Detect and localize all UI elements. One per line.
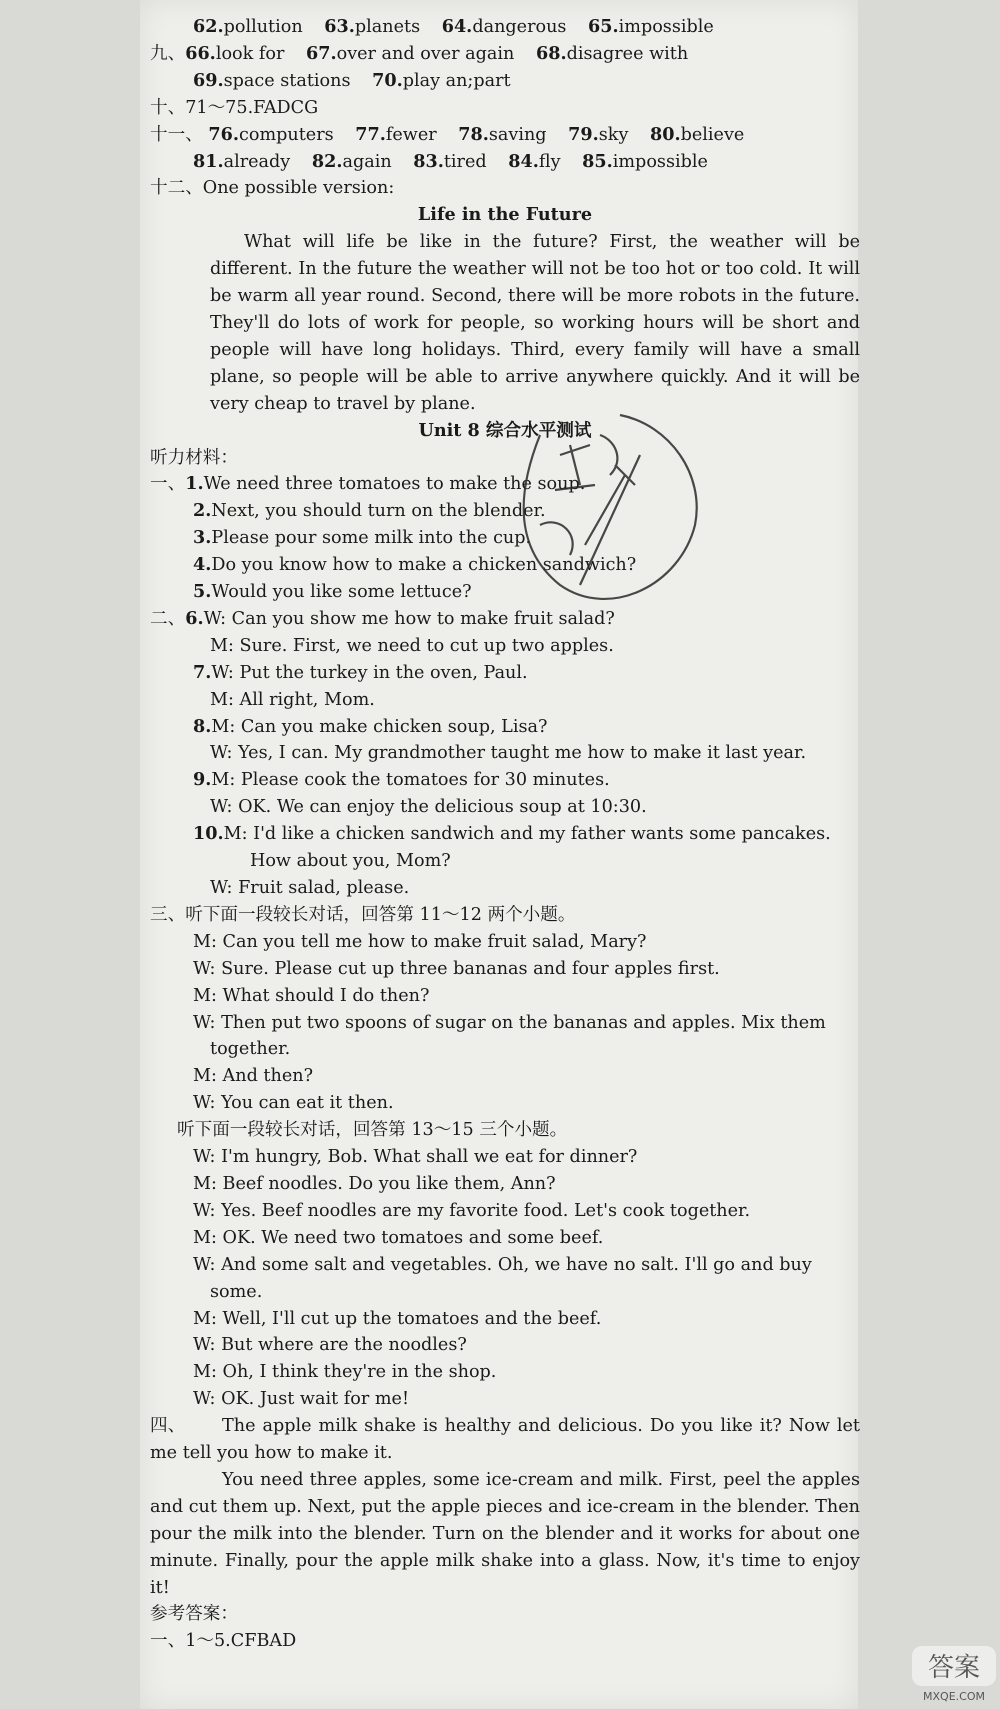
listening-header: 听力材料：	[150, 447, 238, 468]
svg-text:答案: 答案	[927, 1653, 981, 1683]
unit-title: Unit 8 综合水平测试	[418, 419, 592, 441]
answers-line: 一、1～5.CFBAD	[150, 1631, 297, 1652]
part-2: 二、6.W: Can you show me how to make fruit salad? M: Sure. First, we need to cut up two apples. 7.W: Put the turkey in the oven, Paul. M: All right, Mom. 8.M: Can you make chicken soup, Lisa? W: Yes, I can. My grandmother taught me how to make it last year. 9.M: Please cook the tomatoes for 30 minutes. W: OK. We can enjoy the delicious soup at 10:30. 10.M: I'd like a chicken sandwich and my father wants some pancakes. How about you, Mom? W: Fruit salad, please.	[150, 607, 831, 898]
section-10: 十、71～75.FADCG	[150, 97, 319, 118]
part-4: 四、 The apple milk shake is healthy and delicious. Do you like it? Now let me tell you how to make it. You need three apples, some ice-cream and milk. First, peel the apples and cut them up. Next, put the apple pieces and ice-cream in the blender. Then pour the milk into the blender. Turn on the blender and it works for about one minute. Finally, pour the apple milk shake into a glass. Now, it's time to enjoy it!	[150, 1416, 860, 1598]
svg-text:MXQE.COM: MXQE.COM	[923, 1690, 985, 1703]
essay-title: Life in the Future	[417, 204, 593, 226]
essay-body: What will life be like in the future? First, the weather will be different. In the future the weather will not be too hot or too cold. It will be warm all year round. Second, there will be more robots in the future. They'll do lots of work for people, so working hours will be short and people will have long holidays. Third, every family will have a small plane, so people will be able to arrive anywhere quickly. And it will be very cheap to travel by plane.	[210, 232, 860, 414]
answer-document	[150, 14, 860, 1655]
section-8-line: 62.pollution 63.planets 64.dangerous 65.impossible	[193, 16, 714, 37]
section-9-line-1: 九、66.look for 67.over and over again 68.disagree with	[150, 42, 689, 64]
section-11-line-2: 81.already 82.again 83.tired 84.fly 85.impossible	[193, 150, 708, 172]
answers-header: 参考答案：	[150, 1604, 238, 1625]
section-9-line-2: 69.space stations 70.play an;part	[193, 69, 511, 91]
section-11-line-1: 十一、 76.computers 77.fewer 78.saving 79.sky 80.believe	[150, 123, 745, 145]
site-logo	[910, 1640, 998, 1706]
part-3: 三、听下面一段较长对话，回答第 11～12 两个小题。 M: Can you tell me how to make fruit salad, Mary? W: Sure. Please cut up three bananas and four apples first. M: What should I do then? W: Then put two spoons of sugar on the bananas and apples. Mix them together. M: And then? W: You can eat it then. 听下面一段较长对话，回答第 13～15 三个小题。 W: I'm hungry, Bob. What shall we eat for dinner? M: Beef noodles. Do you like them, Ann? W: Yes. Beef noodles are my favorite food. Let's cook together. M: OK. We need two tomatoes and some beef. W: And some salt and vegetables. Oh, we have no salt. I'll go and buy some. M: Well, I'll cut up the tomatoes and the beef. W: But where are the noodles? M: Oh, I think they're in the shop. W: OK. Just wait for me!	[150, 904, 826, 1410]
handwritten-watermark	[500, 395, 710, 615]
section-12-label: 十二、One possible version:	[150, 178, 395, 199]
part-1: 一、1.We need three tomatoes to make the soup. 2.Next, you should turn on the blender. 3.Please pour some milk into the cup. 4.Do you know how to make a chicken sandwich? 5.Would you like some lettuce?	[150, 473, 637, 603]
